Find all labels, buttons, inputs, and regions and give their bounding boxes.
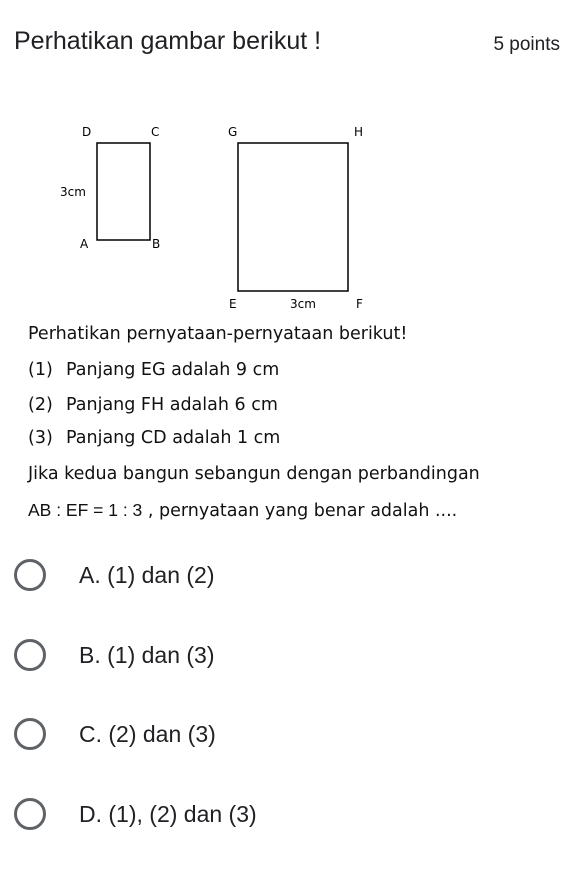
statement-number: (3) [28,428,53,448]
statement-text: Panjang CD adalah 1 cm [66,428,281,448]
prompt-rest: , pernyataan yang benar adalah .... [147,501,458,521]
label-f: F [356,297,363,311]
radio-button-icon[interactable] [14,559,46,591]
label-a: A [80,237,89,251]
radio-button-icon[interactable] [14,798,46,830]
question-title: Perhatikan gambar berikut ! [14,27,322,55]
statement-number: (1) [28,360,53,380]
statement-number: (2) [28,395,53,415]
question-figure [0,0,582,330]
label-e: E [229,297,237,311]
statements-intro: Perhatikan pernyataan-pernyataan berikut! [28,324,408,344]
points-label: 5 points [493,34,560,55]
label-c: C [151,125,160,139]
label-ad-length: 3cm [60,185,86,199]
statement-2 [28,395,278,415]
label-b: B [152,237,161,251]
rectangle-efgh [238,143,348,291]
option-a[interactable] [14,553,215,597]
option-label: D. (1), (2) dan (3) [79,800,257,827]
radio-button-icon[interactable] [14,718,46,750]
label-d: D [82,125,92,139]
radio-button-icon[interactable] [14,639,46,671]
prompt-line-2 [28,500,457,521]
label-h: H [354,125,364,139]
ratio-expression: AB : EF = 1 : 3 [28,500,143,520]
prompt-line-1: Jika kedua bangun sebangun dengan perbandingan [28,464,480,484]
option-label: C. (2) dan (3) [79,720,216,747]
option-label: B. (1) dan (3) [79,641,215,668]
option-label: A. (1) dan (2) [79,561,215,588]
label-ef-length: 3cm [290,297,316,311]
statement-text: Panjang EG adalah 9 cm [66,360,280,380]
statement-3 [28,428,280,448]
statement-text: Panjang FH adalah 6 cm [66,395,278,415]
option-b[interactable] [14,633,215,677]
rectangle-abcd [97,143,150,240]
statement-1 [28,360,279,380]
label-g: G [228,125,238,139]
option-c[interactable] [14,712,216,756]
option-d[interactable] [14,792,257,836]
